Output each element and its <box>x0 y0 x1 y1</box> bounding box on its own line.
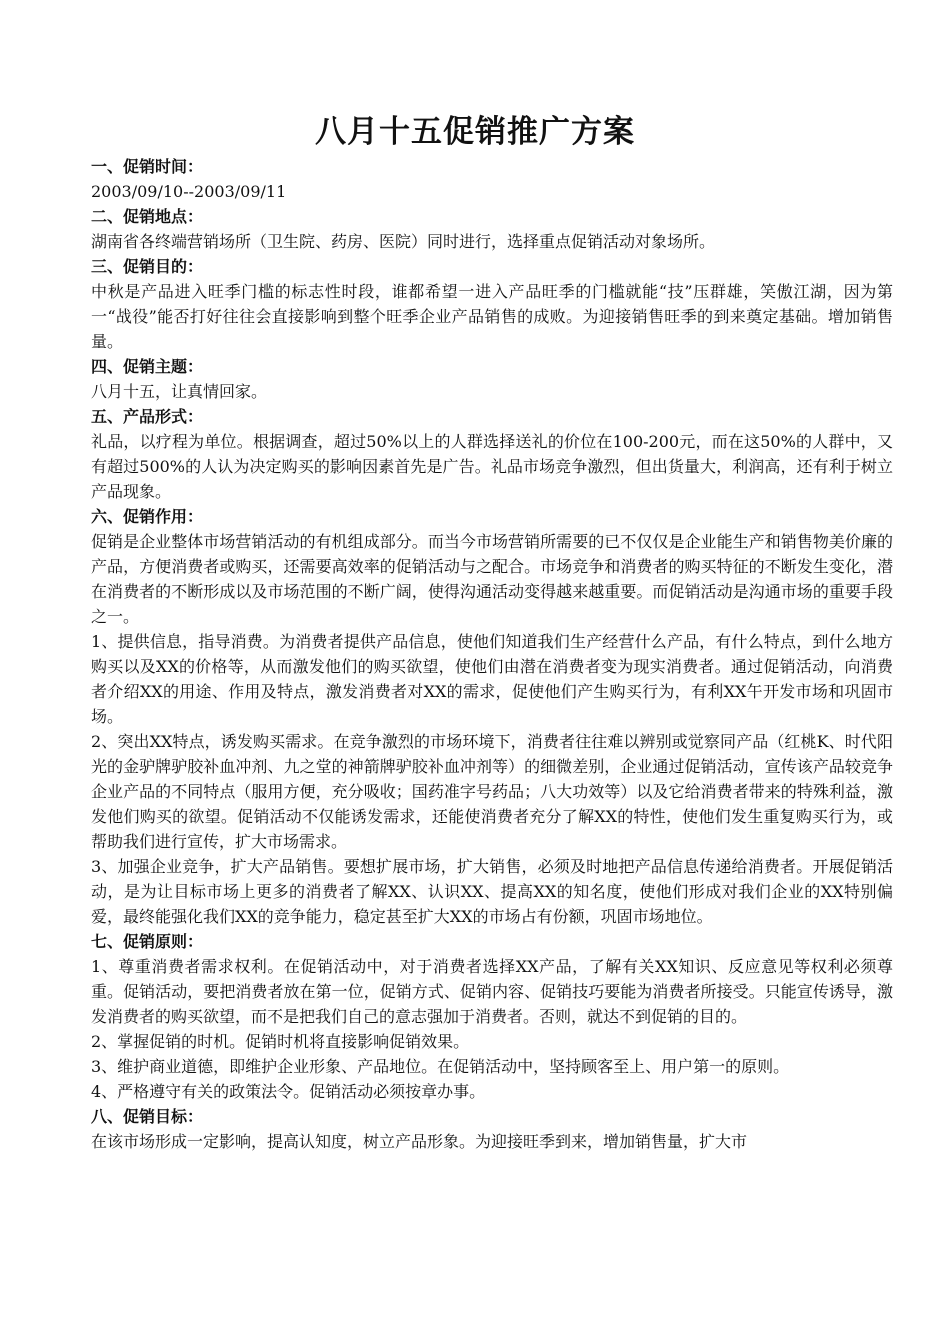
section-paragraph: 1、尊重消费者需求权利。在促销活动中，对于消费者选择XX产品，了解有关XX知识、反应意见等权利必须尊重。促销活动，要把消费者放在第一位，促销方式、促销内容、促销技巧要能为消费者所接受。只能宣传诱导，激发消费者的购买欲望，而不是把我们自己的意志强加于消费者。否则，就达不到促销的目的。 <box>91 957 893 1026</box>
section-paragraph: 湖南省各终端营销场所（卫生院、药房、医院）同时进行，选择重点促销活动对象场所。 <box>91 232 716 251</box>
section-paragraph: 八月十五，让真情回家。 <box>91 382 268 401</box>
section-paragraph: 3、加强企业竞争，扩大产品销售。要想扩展市场，扩大销售，必须及时地把产品信息传递给消费者。开展促销活动，是为让目标市场上更多的消费者了解XX、认识XX、提高XX的知名度，使他们形成对我们企业的XX特别偏爱，最终能强化我们XX的竞争能力，稳定甚至扩大XX的市场占有份额，巩固市场地位。 <box>91 857 893 926</box>
section-heading-effect: 六、促销作用： <box>91 507 204 526</box>
section-paragraph: 4、严格遵守有关的政策法令。促销活动必须按章办事。 <box>91 1082 486 1101</box>
section-paragraph: 2、突出XX特点，诱发购买需求。在竞争激烈的市场环境下，消费者往往难以辨别或觉察同产品（红桃K、时代阳光的金驴牌驴胶补血冲剂、九之堂的神箭牌驴胶补血冲剂等）的细微差别，企业通过促销活动，宣传该产品较竞争企业产品的不同特点（服用方便，充分吸收；国药准字号药品；八大功效等）以及它给消费者带来的特殊利益，激发他们购买的欲望。促销活动不仅能诱发需求，还能使消费者充分了解XX的特性，使他们发生重复购买行为，或帮助我们进行宣传，扩大市场需求。 <box>91 732 893 851</box>
section-heading-purpose: 三、促销目的： <box>91 257 204 276</box>
section-paragraph: 礼品，以疗程为单位。根据调查，超过50%以上的人群选择送礼的价位在100-200元，而在这50%的人群中，又有超过500%的人认为决定购买的影响因素首先是广告。礼品市场竞争激烈，但出货量大，利润高，还有利于树立产品现象。 <box>91 432 893 501</box>
section-heading-product-form: 五、产品形式： <box>91 407 204 426</box>
section-paragraph: 1、提供信息，指导消费。为消费者提供产品信息，使他们知道我们生产经营什么产品，有什么特点，到什么地方购买以及XX的价格等，从而激发他们的购买欲望，使他们由潜在消费者变为现实消费者。通过促销活动，向消费者介绍XX的用途、作用及特点，激发消费者对XX的需求，促使他们产生购买行为，有利XX午开发市场和巩固市场。 <box>91 632 893 726</box>
section-paragraph: 3、维护商业道德，即维护企业形象、产品地位。在促销活动中，坚持顾客至上、用户第一的原则。 <box>91 1057 790 1076</box>
section-paragraph: 中秋是产品进入旺季门槛的标志性时段，谁都希望一进入产品旺季的门槛就能“技”压群雄，笑傲江湖，因为第一“战役”能否打好往往会直接影响到整个旺季企业产品销售的成败。为迎接销售旺季的到来奠定基础。增加销售量。 <box>91 282 893 351</box>
section-heading-location: 二、促销地点： <box>91 207 204 226</box>
section-heading-theme: 四、促销主题： <box>91 357 204 376</box>
document-body <box>91 154 893 1154</box>
section-heading-goals: 八、促销目标： <box>91 1107 204 1126</box>
section-paragraph: 2、掌握促销的时机。促销时机将直接影响促销效果。 <box>91 1032 470 1051</box>
document-title: 八月十五促销推广方案 <box>315 114 635 150</box>
section-paragraph: 2003/09/10--2003/09/11 <box>91 182 287 201</box>
section-heading-principles: 七、促销原则： <box>91 932 204 951</box>
section-paragraph: 在该市场形成一定影响，提高认知度，树立产品形象。为迎接旺季到来，增加销售量，扩大市 <box>91 1132 748 1151</box>
section-paragraph: 促销是企业整体市场营销活动的有机组成部分。而当今市场营销所需要的已不仅仅是企业能生产和销售物美价廉的产品，方便消费者或购买，还需要高效率的促销活动与之配合。市场竞争和消费者的购买特征的不断发生变化，潜在消费者的不断形成以及市场范围的不断广阔，使得沟通活动变得越来越重要。而促销活动是沟通市场的重要手段之一。 <box>91 532 893 626</box>
section-heading-time: 一、促销时间： <box>91 157 204 176</box>
